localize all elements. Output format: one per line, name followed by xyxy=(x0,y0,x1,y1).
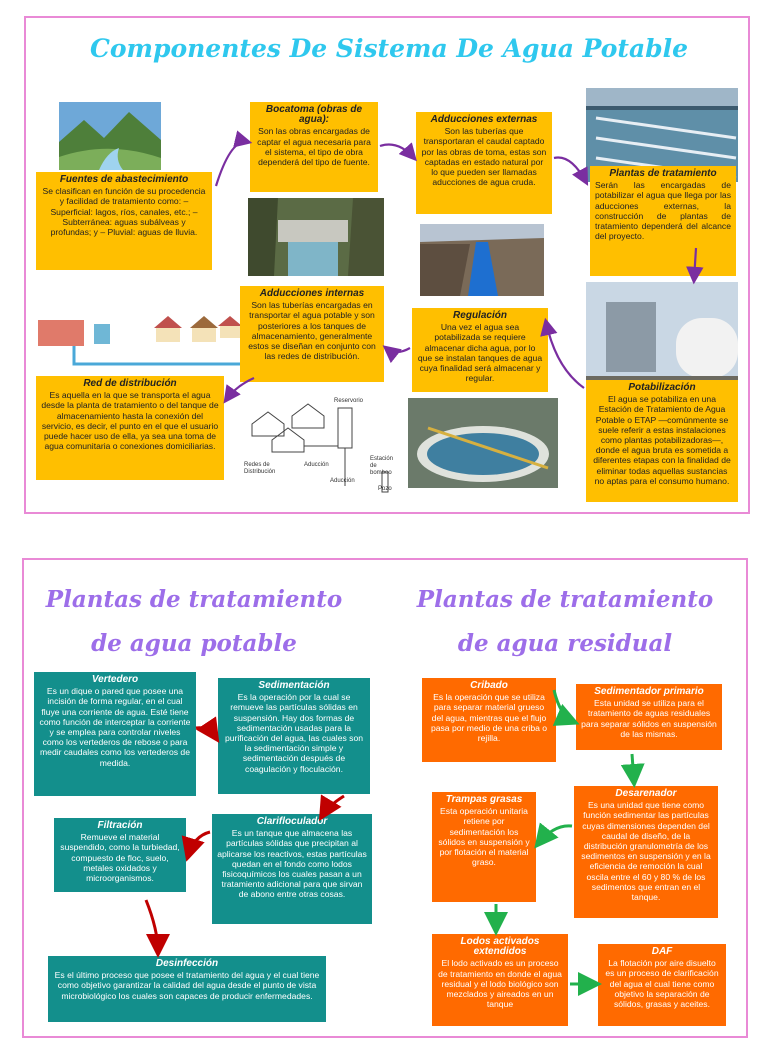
arrow-sedimentador-desarenador xyxy=(632,754,634,782)
arrow-filtracion-desinfeccion xyxy=(146,900,158,952)
diagram-label-redes: Redes de Distribución xyxy=(244,462,276,475)
box-aducciones-internas-text: Son las tuberías encargadas en transportar el agua potable y son posteriores a los tanques de almacenamiento, generalmente estos se diseñan en conjunto con las redes de distribución. xyxy=(248,300,376,362)
box-filtracion-text: Remueve el material suspendido, como la turbiedad, compuesto de floc, suelo, metales oxidados y microorganismos. xyxy=(60,832,180,884)
box-vertedero-text: Es un dique o pared que posee una incisión de forma regular, en el cual fluye una corriente de agua. Esté tiene como función de interceptar la corriente y se emplea para controlar niveles como los vertederos de rebose o para medir caudales como los vertederos de medida. xyxy=(39,686,191,768)
box-plantas-text: Serán las encargadas de potabilizar el agua que llega por las aducciones externas, la construcción de plantas de tratamiento dependerá del alcance del proyecto. xyxy=(595,180,731,242)
diagram-label-estacion: Estación de bombeo xyxy=(370,456,394,476)
box-bocatoma-text: Son las obras encargadas de captar el agua necesaria para el sistema, el tipo de obra dependerá del tipo de fuente. xyxy=(257,126,371,168)
arrow-plantas-potabilizacion xyxy=(694,248,696,280)
box-lodos-title: Lodos activados extendidos xyxy=(460,936,540,958)
water-system-panel xyxy=(24,16,750,514)
box-cribado-title: Cribado xyxy=(470,680,508,691)
box-cribado-text: Es la operación que se utiliza para separar material grueso del agua, mientras que el flujo pasa por medio de una criba o rejilla. xyxy=(430,692,548,744)
box-lodos-text: El lodo activado es un proceso de tratamiento en donde el agua residual y el lodo biológico son mezclados y aireados en un tanque xyxy=(438,958,562,1010)
box-plantas-title: Plantas de tratamiento xyxy=(609,168,717,179)
arrow-vertedero-sedimentacion xyxy=(196,728,216,738)
box-red-text: Es aquella en la que se transporta el agua desde la planta de tratamiento o del tanque de almacenamiento hasta la conexión del servicio, es decir, el punto en el que el usuario puede hacer uso de ella, ya sea una toma de agua comunitaria o conexiones domiciliarias. xyxy=(41,390,219,452)
arrow-clarifloculador-filtracion xyxy=(188,832,210,856)
box-desarenador-text: Es una unidad que tiene como función sedimentar las partículas cuyas dimensiones dependen del caudal de diseño, de la distribución granulometría de los sedimentos en suspensión y en la eficiencia de remoción la cual oscila entre el 60 y 80 % de los sedimentos que entran en el tanque. xyxy=(581,800,711,903)
flow-arrows-top xyxy=(26,18,748,512)
box-fuentes-title: Fuentes de abastecimiento xyxy=(59,174,189,185)
page-title: Componentes De Sistema De Agua Potable xyxy=(89,34,689,63)
arrow-fuentes-bocatoma xyxy=(216,142,248,186)
box-potabilizacion-title: Potabilización xyxy=(628,382,696,393)
arrow-sedimentacion-clarifloculador xyxy=(322,796,344,816)
box-trampas-title: Trampas grasas xyxy=(445,794,523,805)
box-desinfeccion-title: Desinfección xyxy=(155,958,219,969)
arrow-internas-red xyxy=(226,378,254,400)
potable-title-line1: Plantas de tratamiento xyxy=(45,586,343,613)
residual-title-line2: de agua residual xyxy=(457,630,673,657)
box-red-title: Red de distribución xyxy=(83,378,177,389)
box-sedimentador-title: Sedimentador primario xyxy=(594,686,704,697)
arrow-desarenador-trampas xyxy=(538,826,572,844)
box-clarifloculador-text: Es un tanque que almacena las partículas sólidas que precipitan al aplicarse los reactivos, estas partículas quedan en el fondo como lodos fisicoquímicos los cuales pasan a un tratamiento adicional para que sirvan de abono entre otras cosas. xyxy=(217,828,367,900)
box-sedimentacion-text: Es la operación por la cual se remueve las partículas sólidas en suspensión. Hay dos formas de sedimentación usadas para la purificación del agua, las cuales son la sedimentación simple y sedimentación después de coagulación y floculación. xyxy=(224,692,364,774)
box-daf-text: La flotación por aire disuelto es un proceso de clarificación del agua el cual tiene como objetivo la separación de sólidos, grasas y aceites. xyxy=(605,958,719,1010)
box-potabilizacion-text: El agua se potabiliza en una Estación de Tratamiento de Agua Potable o ETAP —comúnmente se suele referir a estas instalaciones como plantas potabilizadoras—, donde el agua bruta es sometida a diferentes etapas con la finalidad de eliminar todas aquellas sustancias no aptas para el consumo humano. xyxy=(593,394,731,486)
diagram-label-reservorio: Reservorio xyxy=(334,398,364,404)
diagram-label-aduccion: Aducción xyxy=(304,462,329,468)
arrow-bocatoma-externas xyxy=(380,145,414,159)
box-fuentes-text: Se clasifican en función de su procedencia y facilidad de tratamiento como: – Superficial: lagos, ríos, canales, etc.; – Subterránea: aguas subálveas y profundas; y – Pluvial: aguas de lluvia. xyxy=(42,186,206,238)
box-regulacion-text: Una vez el agua sea potabilizada se requiere almacenar dicha agua, por lo que se instalan tanques de agua cuya finalidad será almacenar y regular. xyxy=(417,322,543,384)
diagram-label-pozo: Pozo xyxy=(378,486,392,492)
box-sedimentador-text: Esta unidad se utiliza para el tratamiento de aguas residuales para separar sólidos en suspensión de las mismas. xyxy=(581,698,717,739)
potable-title-line2: de agua potable xyxy=(91,630,297,657)
box-bocatoma-title: Bocatoma (obras de agua): xyxy=(265,104,363,126)
arrow-externas-plantas xyxy=(554,158,586,183)
box-desinfeccion-text: Es el último proceso que posee el tratamiento del agua y el cual tiene como objetivo garantizar la calidad del agua desde el punto de vista microbiológico los cuales son capaces de producir enfermedades. xyxy=(54,970,320,1001)
residual-title-line1: Plantas de tratamiento xyxy=(416,586,714,613)
box-clarifloculador-title: Clarifloculador xyxy=(256,816,328,827)
box-regulacion-title: Regulación xyxy=(453,310,507,321)
diagram-label-aducido: Aducción xyxy=(330,478,355,484)
box-filtracion-title: Filtración xyxy=(97,820,143,831)
treatment-plants-panel xyxy=(22,558,748,1038)
box-desarenador-title: Desarenador xyxy=(615,788,677,799)
box-aducciones-externas-title: Adducciones externas xyxy=(430,114,538,125)
flow-arrows-bottom xyxy=(24,560,746,1036)
box-vertedero-title: Vertedero xyxy=(91,674,139,685)
box-aducciones-internas-title: Adducciones internas xyxy=(259,288,365,299)
box-aducciones-externas-text: Son las tuberías que transportaran el caudal captado por las obras de toma, estas son captadas en estado natural por lo que pueden ser llamadas aducciones de agua cruda. xyxy=(421,126,547,188)
box-sedimentacion-title: Sedimentación xyxy=(258,680,330,691)
arrow-cribado-sedimentador xyxy=(554,690,574,722)
box-trampas-text: Esta operación unitaria retiene por sedimentación los sólidos en suspensión y por flotación el material graso. xyxy=(438,806,530,868)
arrow-potabilizacion-regulacion xyxy=(546,322,584,388)
box-daf-title: DAF xyxy=(651,946,673,957)
arrow-regulacion-internas xyxy=(386,348,410,352)
